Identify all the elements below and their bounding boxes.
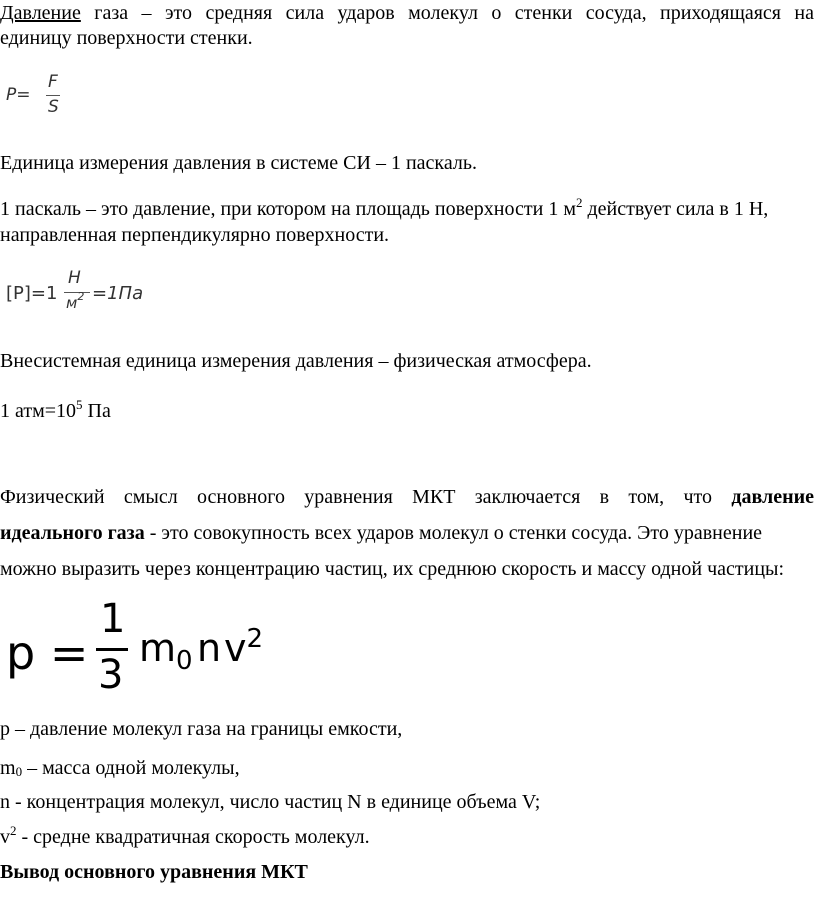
formula-pressure-den: S — [48, 97, 59, 117]
main-equation-den: 3 — [98, 652, 124, 698]
main-equation-m-base: m — [139, 626, 177, 670]
legend-v-sup: 2 — [10, 823, 17, 838]
formula-unit-den-base: м — [66, 294, 78, 312]
atm-a: 1 атм=10 — [0, 400, 77, 422]
main-equation-num: 1 — [100, 596, 126, 642]
main-equation-m — [139, 626, 193, 676]
main-equation-v-base: v — [224, 626, 247, 670]
pascal-def-b: действует сила в 1 Н, — [582, 198, 769, 220]
pascal-definition-line-1 — [0, 195, 769, 221]
formula-unit — [6, 268, 166, 320]
pascal-def-a: 1 паскаль – это давление, при котором на площадь поверхности 1 м — [0, 198, 576, 220]
main-equation-v — [224, 626, 263, 670]
main-equation-lhs: p = — [6, 626, 89, 680]
term-pressure: Давление — [0, 2, 81, 24]
mkt-line-1-text: Физический смысл основного уравнения МКТ заключается в том, что — [0, 486, 712, 508]
legend-m0-a: m — [0, 757, 16, 779]
legend-m0 — [0, 757, 240, 780]
mkt-line-1-bold: давление — [731, 486, 815, 508]
legend-m0-sub: 0 — [15, 764, 23, 779]
mkt-line-3: можно выразить через концентрацию частиц, их среднюю скорость и массу одной частицы: — [0, 558, 785, 580]
pascal-def-sup: 2 — [575, 195, 583, 210]
formula-unit-num: Н — [68, 268, 81, 288]
atm-definition — [0, 397, 111, 423]
definition-line-1 — [0, 2, 814, 25]
definition-line-1-text: газа – это средняя сила ударов молекул о стенки сосуда, приходящаяся на — [94, 2, 814, 24]
formula-pressure-num: F — [48, 72, 58, 92]
main-equation — [6, 598, 306, 698]
formula-unit-rhs: =1Па — [92, 283, 144, 304]
mkt-line-2-bold: идеального газа — [0, 522, 145, 544]
formula-pressure-lhs: P= — [6, 85, 31, 105]
main-equation-n: n — [197, 626, 222, 670]
legend-n: n - концентрация молекул, число частиц N в единице объема V; — [0, 791, 541, 813]
mkt-line-1 — [0, 486, 814, 509]
legend-v-b: - средне квадратичная скорость молекул. — [16, 826, 370, 848]
si-unit-text: Единица измерения давления в системе СИ – 1 паскаль. — [0, 152, 477, 174]
legend-m0-b: – масса одной молекулы, — [22, 757, 240, 779]
formula-unit-lhs: [P]=1 — [6, 283, 58, 304]
non-system-unit-text: Внесистемная единица измерения давления – физическая атмосфера. — [0, 350, 592, 372]
legend-v — [0, 823, 370, 849]
mkt-line-2-text: - это совокупность всех ударов молекул о стенки сосуда. Это уравнение — [144, 522, 763, 544]
legend-v-a: v — [0, 826, 10, 848]
mkt-line-2 — [0, 522, 814, 545]
main-equation-m-sub: 0 — [176, 646, 193, 676]
section-heading: Вывод основного уравнения МКТ — [0, 861, 308, 883]
fraction-line — [46, 95, 60, 96]
legend-p: p – давление молекул газа на границы емкости, — [0, 718, 403, 740]
pascal-definition-line-2: направленная перпендикулярно поверхности. — [0, 224, 390, 246]
formula-unit-den — [66, 290, 85, 312]
atm-sup: 5 — [76, 397, 83, 412]
fraction-line — [96, 648, 128, 651]
main-equation-v-sup: 2 — [246, 624, 264, 654]
atm-b: Па — [82, 400, 111, 422]
formula-unit-den-sup: 2 — [77, 290, 85, 303]
definition-line-2: единицу поверхности стенки. — [0, 27, 253, 49]
